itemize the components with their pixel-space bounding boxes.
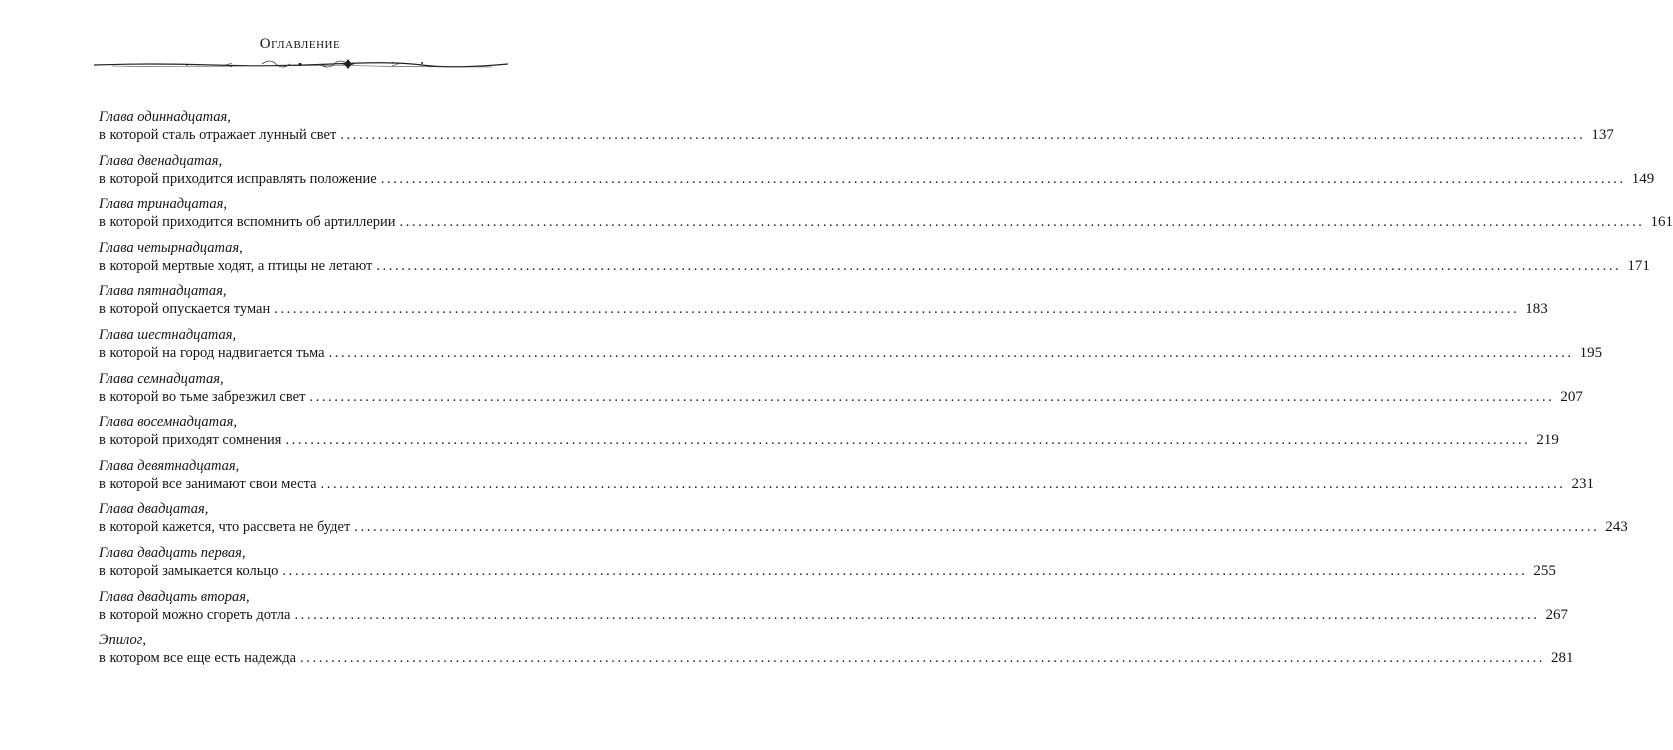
page-header [90,36,510,53]
toc-entry [99,413,1559,457]
toc-entry [99,108,1614,152]
chapter-subtitle: в которой можно сгореть дотла [99,606,291,623]
chapter-title: Глава четырнадцатая, [99,239,243,256]
chapter-subtitle: в которой кажется, что рассвета не будет [99,519,351,536]
dot-leader: ........................................................................................................................................................................................................ [376,257,1622,274]
page-number: 137 [1591,127,1614,143]
page-number: 281 [1551,650,1574,667]
toc-line [99,649,1574,667]
dot-leader: ........................................................................................................................................................................................................ [309,388,1555,405]
dot-leader: ........................................................................................................................................................................................................ [328,344,1574,361]
toc-line [99,126,1614,144]
dot-leader: ........................................................................................................................................................................................................ [300,650,1546,667]
toc-line [99,606,1568,624]
toc-entry [99,588,1568,632]
page-number: 149 [1631,170,1655,187]
dot-leader: ........................................................................................................................................................................................................ [294,606,1540,623]
toc-line [99,475,1595,493]
chapter-title: Эпилог, [99,632,147,649]
dot-leader: ........................................................................................................................................................................................................ [340,127,1586,143]
page-number: 231 [1571,475,1595,492]
dot-leader: ........................................................................................................................................................................................................ [274,301,1520,318]
page-number: 255 [1533,562,1556,579]
chapter-title: Глава двадцать вторая, [99,588,250,605]
chapter-subtitle: в котором все еще есть надежда [99,650,297,667]
ornamental-divider [92,55,510,73]
dot-leader: ........................................................................................................................................................................................................ [285,432,1531,449]
dot-leader: ........................................................................................................................................................................................................ [380,170,1626,187]
page-title: Оглавление [259,36,341,52]
chapter-subtitle: в которой во тьме забрезжил свет [99,388,306,405]
chapter-subtitle: в которой замыкается кольцо [99,562,279,579]
toc-entry [99,500,1628,544]
chapter-title: Глава девятнадцатая, [99,457,240,474]
toc-entry [99,544,1556,588]
toc-entry [99,326,1603,370]
toc-line [99,518,1628,536]
toc-line [99,257,1650,275]
page-number: 161 [1650,214,1673,231]
page-number: 183 [1525,301,1548,318]
toc-line [99,431,1559,449]
chapter-subtitle: в которой приходят сомнения [99,432,282,449]
toc-entry [99,631,1574,675]
toc-line [99,170,1655,188]
toc-line [99,562,1556,580]
page-number: 171 [1627,257,1650,274]
chapter-title: Глава семнадцатая, [99,370,224,387]
chapter-subtitle: в которой мертвые ходят, а птицы не летают [99,257,373,274]
toc-line [99,388,1583,406]
chapter-title: Глава одиннадцатая, [99,109,231,125]
toc-entry [99,282,1548,326]
chapter-title: Глава восемнадцатая, [99,414,237,431]
chapter-title: Глава двенадцатая, [99,152,223,169]
toc-line [99,344,1603,362]
toc-entry [99,370,1583,414]
toc-entry [99,457,1595,501]
dot-leader: ........................................................................................................................................................................................................ [399,214,1645,231]
chapter-title: Глава двадцатая, [99,501,209,518]
chapter-title: Глава тринадцатая, [99,196,227,213]
chapter-subtitle: в которой все занимают свои места [99,475,317,492]
dot-leader: ........................................................................................................................................................................................................ [354,519,1600,536]
chapter-title: Глава двадцать первая, [99,544,246,561]
toc-line [99,300,1548,318]
chapter-subtitle: в которой приходится вспомнить об артиллерии [99,214,396,231]
toc-entry [99,239,1650,283]
toc-entry [99,195,1673,239]
page-number: 207 [1560,388,1583,405]
page-number: 195 [1579,344,1603,361]
chapter-subtitle: в которой опускается туман [99,301,271,318]
toc-line [99,213,1673,231]
dot-leader: ........................................................................................................................................................................................................ [320,475,1566,492]
chapter-subtitle: в которой на город надвигается тьма [99,344,325,361]
dot-leader: ........................................................................................................................................................................................................ [282,562,1528,579]
chapter-subtitle: в которой приходится исправлять положение [99,170,377,187]
chapter-title: Глава пятнадцатая, [99,283,227,300]
page-number: 219 [1536,432,1559,449]
page-number: 267 [1545,606,1568,623]
chapter-title: Глава шестнадцатая, [99,326,237,343]
page-number: 243 [1605,519,1628,536]
chapter-subtitle: в которой сталь отражает лунный свет [99,127,337,143]
table-of-contents [99,108,1673,675]
toc-entry [99,152,1655,196]
